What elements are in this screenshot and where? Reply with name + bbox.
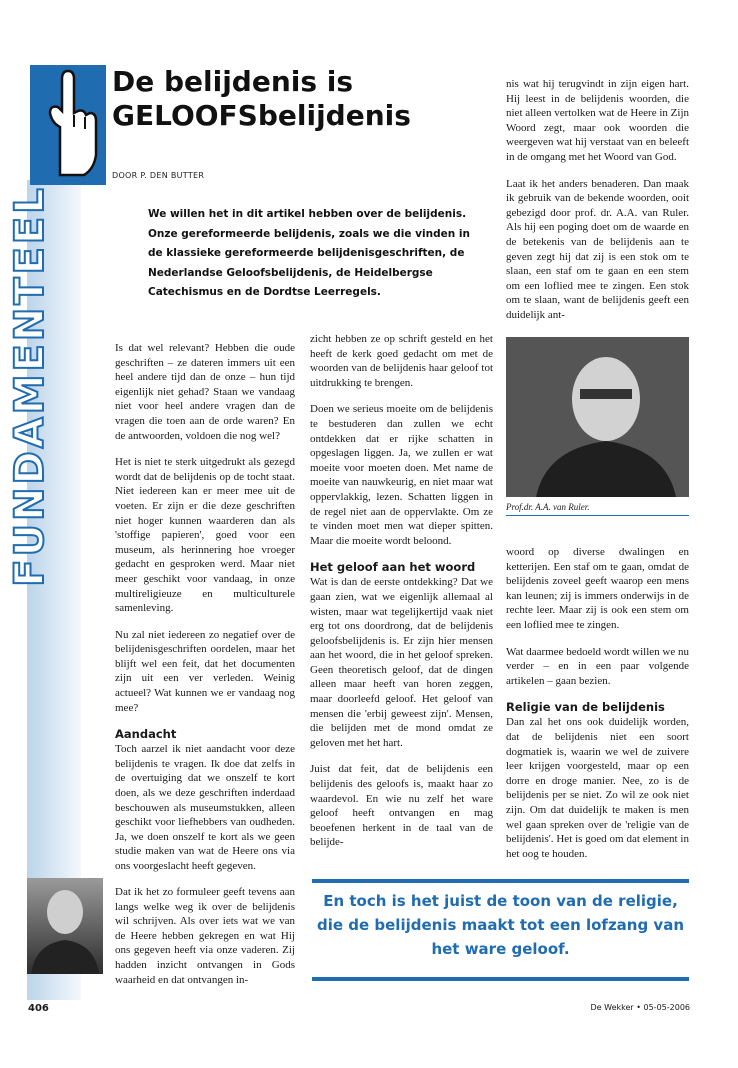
column-3-top — [506, 77, 689, 335]
paragraph: Dan zal het ons ook duidelijk worden, dat de belijdenis niet een soort dogmatiek is, waarin we wel de zuivere leer krijgen voorgesteld, maar op een dorre en droge manier. Nee, zo is de belijdenis per se niet. Zo wil ze ook niet zijn. Om dat duidelijk te maken is men wel gaan spreken over de 'religie van de belijdenis'. Het is goed om dat element in het oog te houden. — [506, 716, 689, 860]
byline-prefix: DOOR — [112, 171, 138, 180]
article-headline — [112, 65, 472, 133]
article-intro: We willen het in dit artikel hebben over de belijdenis. Onze gereformeerde belijdenis, zoals we die vinden in de klassieke gereformeerde belijdenisgeschriften, de Nederlandse Geloofsbelijdenis, de Heidelbergse Catechismus en de Dordtse Leerregels. — [148, 208, 470, 298]
portrait-image — [27, 878, 103, 974]
byline-author: P. DEN BUTTER — [140, 171, 205, 180]
paragraph: nis wat hij terugvindt in zijn eigen hart. Hij leest in de belijdenis woorden, die niet alleen vertolken wat de Heere in Zijn Woord zegt, maar ook woorden die weergeven wat hij verstaat van en beleeft in de omgang met het Woord van God. — [506, 78, 689, 163]
paragraph: Nu zal niet iedereen zo negatief over de belijdenisgeschriften oordelen, maar het blijft wel een feit, dat het documenten zijn uit een ver verleden. Weinig actueel? Wat kunnen we er vandaag nog mee? — [115, 628, 295, 714]
column-2 — [310, 332, 493, 862]
subheading-aandacht: Aandacht — [115, 727, 177, 742]
section-title: FUNDAMENTEEL — [7, 185, 53, 587]
paragraph: Toch aarzel ik niet aandacht voor deze belijdenis te vragen. Ik doe dat zelfs in de overtuiging dat we onszelf te kort doen, als we deze geschriften inderdaad beschouwen als museumstukken, alleen geschikt voor liefhebbers van oudheden. Ja, we doen onszelf te kort als we geen studie maken van wat de Heere ons via ons voorgeslacht heeft gegeven. — [115, 743, 295, 872]
pointing-hand-icon — [30, 65, 106, 185]
subheading-geloof: Het geloof aan het woord — [310, 560, 476, 575]
subheading-religie: Religie van de belijdenis — [506, 700, 665, 715]
publication-footer: De Wekker • 05-05-2006 — [590, 1003, 690, 1012]
column-3-bottom — [506, 545, 689, 873]
van-ruler-photo — [506, 337, 689, 497]
paragraph: Juist dat feit, dat de belijdenis een belijdenis des geloofs is, maakt haar zo waardevol. En wie nu zelf het ware geloof heeft ontvangen en mag beoefenen herkent in de taal van de belijde- — [310, 763, 493, 849]
column-1-bottom — [115, 885, 295, 999]
column-1 — [115, 341, 295, 886]
page-number: 406 — [28, 1003, 49, 1014]
paragraph: Dat ik het zo formuleer geeft tevens aan langs welke weg ik over de belijdenis wil schrijven. Als over iets wat we van de Heere hebben gekregen en wat Hij ons gegeven heeft via onze vaderen. Zij hadden inzicht ontvangen in Gods waarheid en dat ontvangen in- — [115, 886, 295, 986]
portrait-image — [506, 337, 689, 497]
paragraph: woord op diverse dwalingen en ketterijen. Een staf om te gaan, omdat de belijdenis zoveel geeft waarop een mens kan leunen; zij is immers onderwijs in de rechte leer. Maar zij is ook een stem om een loflied mee te zingen. — [506, 546, 689, 631]
byline — [112, 171, 204, 180]
author-photo — [27, 878, 103, 974]
headline-line-1: De belijdenis is — [112, 65, 354, 98]
pull-quote: En toch is het juist de toon van de religie, die de belijdenis maakt tot een lofzang van het ware geloof. — [316, 892, 685, 958]
photo-caption: Prof.dr. A.A. van Ruler. — [506, 502, 689, 516]
paragraph: Laat ik het anders benaderen. Dan maak ik gebruik van de bekende woorden, ooit gebezigd door prof. dr. A.A. van Ruler. Als hij een poging doet om de waarde en de betekenis van de belijdenis aan te geven zegt hij dat zij is een stok om te slaan, een staf om te gaan en een stem om een loflied mee te zingen. Een stok om te slaan, want de belijdenis geeft een duidelijk ant- — [506, 177, 689, 321]
paragraph: Wat is dan de eerste ontdekking? Dat we gaan zien, wat we eigenlijk allemaal al wisten, maar wat tegelijkertijd vaak niet erg tot ons doordrong, dat de belijdenis geloofsbelijdenis is. Er zijn hier mensen aan het woord, die in het geloof spreken. Geen theoretisch geloof, dat de dingen alleen maar heeft van horen zeggen, maar doorleefd geloof. Het geloof van mensen die 'erbij geweest zijn'. Mensen, die belijden met de mond omdat ze geloven met het hart. — [310, 576, 493, 749]
paragraph: Het is niet te sterk uitgedrukt als gezegd wordt dat de belijdenis op de tocht staat. Niet iedereen kan er meer mee uit de voeten. Er zijn er die deze geschriften niet hoger kunnen waarderen dan als 'stoffige papieren', goed voor een museum, als herinnering hoe vroeger gedacht en gesproken werd. Maar niet meer geschikt voor vandaag, in onze multireligieuze en multiculturele samenleving. — [115, 456, 295, 615]
paragraph: Doen we serieus moeite om de belijdenis te bestuderen dan zullen we echt ontdekken dat er rijke schatten in opgeslagen liggen. Ja, we zullen er wat moeite voor moeten doen. Met name de moeite van nauwkeurig, en niet maar wat oppervlakkig, lezen. Schatten liggen in de regel niet aan de oppervlakte. Om ze te vinden moet men wat dieper spitten. Maar die moeite wordt beloond. — [310, 403, 493, 547]
paragraph: zicht hebben ze op schrift gesteld en het heeft de kerk goed gedacht om met de woorden van de belijdenis haar geloof tot uitdrukking te brengen. — [310, 333, 493, 389]
headline-line-2: GELOOFSbelijdenis — [112, 99, 411, 132]
paragraph: Wat daarmee bedoeld wordt willen we nu verder – en in een paar volgende artikelen – gaan bezien. — [506, 645, 689, 687]
paragraph: Is dat wel relevant? Hebben die oude geschriften – ze dateren immers uit een heel andere tijd dan de onze – hun tijd eigenlijk niet gehad? Staan we vandaag niet voor heel andere vragen dan de vragen die toen aan de orde waren? En de antwoorden, voldoen die nog wel? — [115, 342, 295, 442]
